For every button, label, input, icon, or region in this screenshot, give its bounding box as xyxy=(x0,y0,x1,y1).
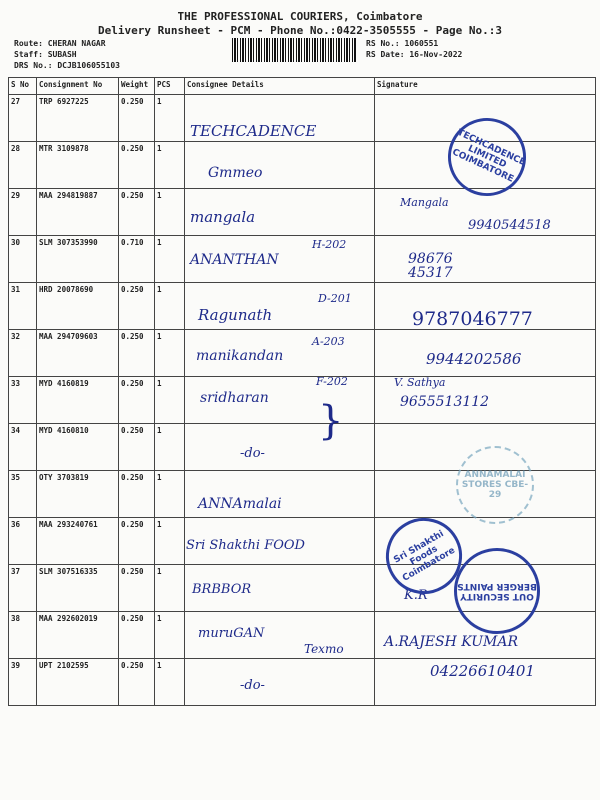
cell-consignment: SLM 307516335 xyxy=(37,565,119,612)
rs-number: RS No.: 1060551 xyxy=(366,39,439,48)
cell-pcs: 1 xyxy=(155,142,185,189)
cell-consignee xyxy=(185,659,375,706)
stamp-techcadence: TECHCADENCE LIMITED COIMBATORE xyxy=(435,105,539,209)
cell-pcs: 1 xyxy=(155,377,185,424)
col-weight: Weight xyxy=(119,78,155,95)
cell-pcs: 1 xyxy=(155,424,185,471)
hw-consignee-34: -do- xyxy=(240,446,265,461)
table-header-row xyxy=(9,78,596,95)
sig-31-phone: 9787046777 xyxy=(412,308,533,330)
hw-door-30: H-202 xyxy=(312,238,347,251)
sig-39-phone: 04226610401 xyxy=(430,662,535,680)
hw-consignee-39: -do- xyxy=(240,678,265,693)
hw-door-33: F-202 xyxy=(316,375,348,388)
company-title: THE PROFESSIONAL COURIERS, Coimbatore xyxy=(177,10,423,23)
sig-39-name: A.RAJESH KUMAR xyxy=(384,634,519,650)
cell-consignment: MAA 294819887 xyxy=(37,189,119,236)
col-signature: Signature xyxy=(375,78,596,95)
col-sno: S No xyxy=(9,78,37,95)
stamp-annamalai: ANNAMALAI STORES CBE-29 xyxy=(456,446,534,524)
stamp-sri-shakthi: Sri Shakthi Foods Coimbatore xyxy=(372,504,476,608)
cell-consignment: TRP 6927225 xyxy=(37,95,119,142)
hw-consignee-27: TECHCADENCE xyxy=(190,122,317,140)
sig-32-phone: 9944202586 xyxy=(426,350,522,368)
table-row xyxy=(9,377,596,424)
cell-sno: 28 xyxy=(9,142,37,189)
cell-pcs: 1 xyxy=(155,95,185,142)
cell-pcs: 1 xyxy=(155,283,185,330)
cell-weight: 0.250 xyxy=(119,565,155,612)
hw-door-31: D-201 xyxy=(318,292,352,305)
rs-date: RS Date: 16-Nov-2022 xyxy=(366,50,463,59)
barcode-image xyxy=(232,38,356,62)
hw-consignee-37: BRBBOR xyxy=(192,582,252,597)
cell-consignment: OTY 3703819 xyxy=(37,471,119,518)
cell-consignment: HRD 20078690 xyxy=(37,283,119,330)
cell-weight: 0.250 xyxy=(119,471,155,518)
route-label: Route: CHERAN NAGAR xyxy=(14,39,106,48)
cell-weight: 0.250 xyxy=(119,518,155,565)
cell-consignment: MYD 4160819 xyxy=(37,377,119,424)
rs-block xyxy=(366,38,462,60)
hw-consignee-38: muruGAN xyxy=(198,626,265,641)
hw-consignee-36: Sri Shakthi FOOD xyxy=(186,538,305,553)
stamp-berger: OUT SECURITY BERGER PAINTS xyxy=(454,548,540,634)
cell-sno: 39 xyxy=(9,659,37,706)
cell-consignment: MAA 293240761 xyxy=(37,518,119,565)
hw-consignee-33: sridharan xyxy=(200,390,269,406)
sig-33-name: V. Sathya xyxy=(394,376,446,389)
drs-number: DRS No.: DCJB106055103 xyxy=(14,61,120,70)
cell-sno: 33 xyxy=(9,377,37,424)
cell-pcs: 1 xyxy=(155,330,185,377)
staff-label: Staff: SUBASH xyxy=(14,50,77,59)
cell-weight: 0.250 xyxy=(119,142,155,189)
cell-consignment: MTR 3109878 xyxy=(37,142,119,189)
cell-weight: 0.250 xyxy=(119,95,155,142)
cell-pcs: 1 xyxy=(155,189,185,236)
cell-consignment: UPT 2102595 xyxy=(37,659,119,706)
cell-pcs: 1 xyxy=(155,565,185,612)
table-row xyxy=(9,236,596,283)
cell-sno: 37 xyxy=(9,565,37,612)
cell-sno: 35 xyxy=(9,471,37,518)
cell-weight: 0.250 xyxy=(119,424,155,471)
hw-consignee-28: Gmmeo xyxy=(208,165,263,181)
hw-brace: } xyxy=(318,398,344,444)
cell-weight: 0.250 xyxy=(119,612,155,659)
cell-pcs: 1 xyxy=(155,659,185,706)
col-pcs: PCS xyxy=(155,78,185,95)
hw-consignee-38b: Texmo xyxy=(304,642,344,656)
hw-consignee-31: Ragunath xyxy=(198,306,273,324)
route-staff-block xyxy=(14,38,106,60)
cell-sno: 29 xyxy=(9,189,37,236)
hw-consignee-32: manikandan xyxy=(196,348,284,364)
col-consignee: Consignee Details xyxy=(185,78,375,95)
cell-sno: 38 xyxy=(9,612,37,659)
cell-consignee xyxy=(185,424,375,471)
runsheet-subtitle: Delivery Runsheet - PCM - Phone No.:0422-3505555 - Page No.:3 xyxy=(98,24,502,37)
cell-weight: 0.250 xyxy=(119,189,155,236)
sig-29-phone: 9940544518 xyxy=(468,218,551,233)
cell-consignment: MYD 4160810 xyxy=(37,424,119,471)
cell-sno: 30 xyxy=(9,236,37,283)
cell-pcs: 1 xyxy=(155,471,185,518)
cell-weight: 0.250 xyxy=(119,330,155,377)
hw-consignee-35: ANNAmalai xyxy=(198,496,282,512)
cell-pcs: 1 xyxy=(155,236,185,283)
cell-sno: 27 xyxy=(9,95,37,142)
cell-sno: 34 xyxy=(9,424,37,471)
cell-consignment: SLM 307353990 xyxy=(37,236,119,283)
cell-consignment: MAA 294709603 xyxy=(37,330,119,377)
cell-weight: 0.710 xyxy=(119,236,155,283)
sig-37-initials: K.R xyxy=(404,588,428,603)
sig-30-phone: 98676 45317 xyxy=(408,251,453,281)
cell-sno: 31 xyxy=(9,283,37,330)
cell-pcs: 1 xyxy=(155,518,185,565)
cell-pcs: 1 xyxy=(155,612,185,659)
cell-weight: 0.250 xyxy=(119,659,155,706)
cell-weight: 0.250 xyxy=(119,377,155,424)
cell-sno: 32 xyxy=(9,330,37,377)
cell-consignment: MAA 292602019 xyxy=(37,612,119,659)
cell-weight: 0.250 xyxy=(119,283,155,330)
hw-consignee-30: ANANTHAN xyxy=(190,252,279,268)
sig-33-phone: 9655513112 xyxy=(400,394,490,410)
hw-door-32: A-203 xyxy=(312,335,345,348)
hw-consignee-29: mangala xyxy=(190,208,256,226)
col-consignment: Consignment No xyxy=(37,78,119,95)
sig-29-name: Mangala xyxy=(400,196,449,209)
cell-sno: 36 xyxy=(9,518,37,565)
